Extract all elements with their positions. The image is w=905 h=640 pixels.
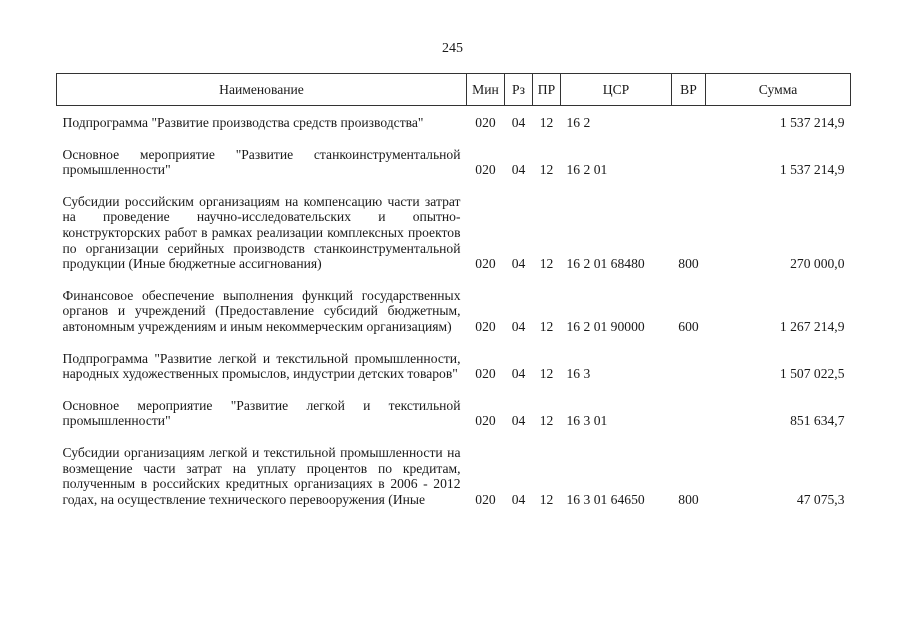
row-sum: 1 507 022,5 — [779, 366, 845, 382]
table-row — [57, 437, 851, 515]
row-sum: 1 537 214,9 — [779, 115, 845, 130]
header-name: Наименование — [57, 74, 467, 106]
row-name: Основное мероприятие "Развитие станкоинструментальной промышленности" — [62, 146, 461, 178]
table-row — [57, 186, 851, 280]
row-csr: 16 2 01 90000 — [566, 318, 645, 334]
header-min: Мин — [467, 74, 505, 106]
row-pr: 12 — [539, 115, 554, 130]
row-name: Финансовое обеспечение выполнения функций государственных органов и учреждений (Предоставление субсидий бюджетным, автономным учреждениям и иным некоммерческим организациям) — [62, 287, 461, 334]
row-min: 020 — [475, 366, 496, 382]
row-csr: 16 2 01 — [566, 162, 608, 178]
row-vr — [672, 343, 706, 390]
row-min: 020 — [475, 413, 496, 429]
row-vr — [672, 390, 706, 437]
row-min: 020 — [475, 318, 496, 334]
row-sum: 851 634,7 — [790, 413, 845, 429]
row-name: Субсидии российским организациям на компенсацию части затрат на проведение научно-исследовательских и опытно-конструкторских работ в рамках реализации комплексных проектов по организации серийных производств станкоинструментальной продукции (Иные бюджетные ассигнования) — [62, 193, 461, 272]
row-name: Субсидии организациям легкой и текстильной промышленности на возмещение части затрат на уплату процентов по кредитам, полученным в российских кредитных организациях в 2006 - 2012 годах, на осуществление технического перевооружения (Иные — [62, 444, 461, 507]
row-min: 020 — [475, 256, 496, 272]
table-row — [57, 106, 851, 139]
row-csr: 16 3 01 — [566, 413, 608, 429]
row-rz: 04 — [511, 318, 526, 334]
row-vr: 800 — [678, 491, 699, 507]
table-row — [57, 139, 851, 186]
header-pr: ПР — [533, 74, 561, 106]
row-min: 020 — [475, 162, 496, 178]
row-pr: 12 — [539, 366, 554, 382]
row-rz: 04 — [511, 162, 526, 178]
table-header-row — [57, 74, 851, 106]
row-rz: 04 — [511, 413, 526, 429]
header-sum: Сумма — [706, 74, 851, 106]
row-sum: 1 537 214,9 — [779, 162, 845, 178]
row-name: Подпрограмма "Развитие легкой и текстильной промышленности, народных художественных промыслов, индустрии детских товаров" — [62, 350, 461, 382]
row-rz: 04 — [511, 115, 526, 130]
budget-table — [56, 73, 851, 515]
row-min: 020 — [475, 115, 496, 130]
header-csr: ЦСР — [561, 74, 672, 106]
row-vr — [672, 106, 706, 139]
row-sum: 270 000,0 — [790, 256, 845, 272]
row-min: 020 — [475, 491, 496, 507]
row-name: Основное мероприятие "Развитие легкой и текстильной промышленности" — [62, 397, 461, 429]
row-vr: 800 — [678, 256, 699, 272]
row-csr: 16 3 01 64650 — [566, 491, 645, 507]
page-number: 245 — [442, 41, 463, 56]
row-sum: 1 267 214,9 — [779, 318, 845, 334]
table-row — [57, 390, 851, 437]
row-pr: 12 — [539, 318, 554, 334]
row-csr: 16 2 — [566, 115, 591, 130]
row-pr: 12 — [539, 162, 554, 178]
row-name: Подпрограмма "Развитие производства средств производства" — [62, 115, 424, 130]
table-row — [57, 343, 851, 390]
row-rz: 04 — [511, 491, 526, 507]
row-vr: 600 — [678, 318, 699, 334]
header-vr: ВР — [672, 74, 706, 106]
table-row — [57, 280, 851, 343]
row-csr: 16 3 — [566, 366, 591, 382]
row-vr — [672, 139, 706, 186]
row-sum: 47 075,3 — [796, 491, 845, 507]
row-pr: 12 — [539, 256, 554, 272]
row-rz: 04 — [511, 256, 526, 272]
row-pr: 12 — [539, 491, 554, 507]
row-csr: 16 2 01 68480 — [566, 256, 645, 272]
row-pr: 12 — [539, 413, 554, 429]
row-rz: 04 — [511, 366, 526, 382]
header-rz: Рз — [505, 74, 533, 106]
